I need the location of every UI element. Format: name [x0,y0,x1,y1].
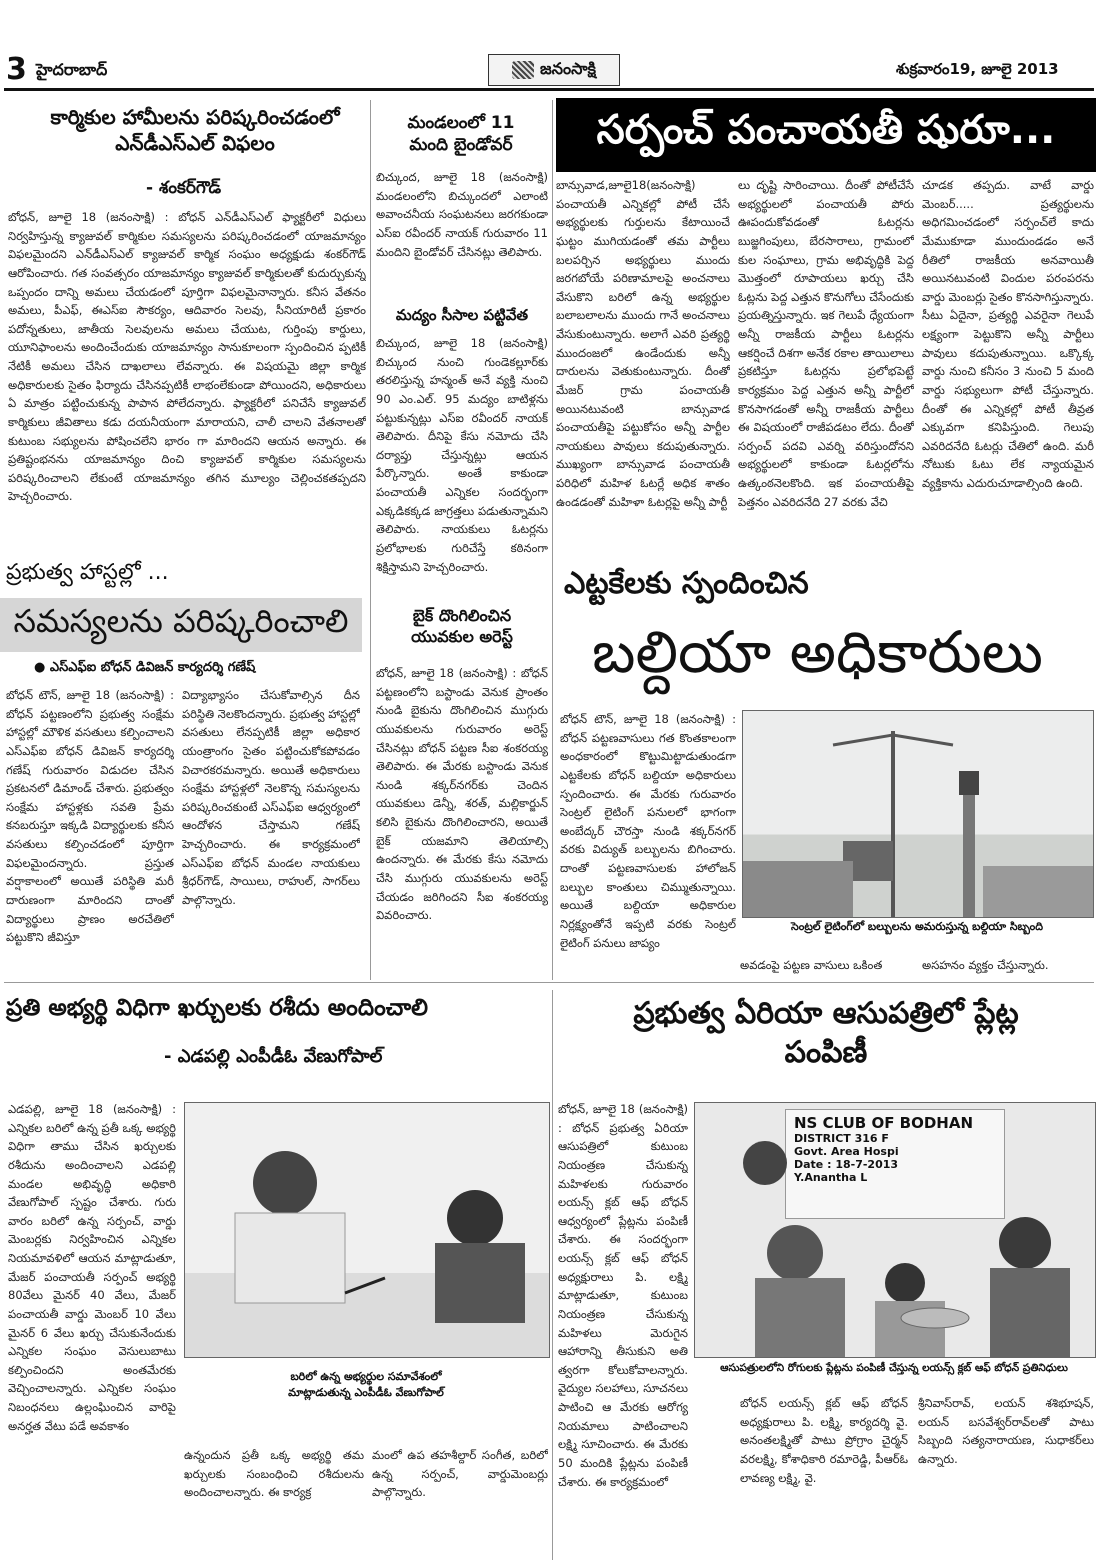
story8-byline: - ఎడపల్లి ఎంపీడీఓ వేణుగోపాల్‌ [164,1046,383,1067]
story7-photo-caption: సెంట్రల్‌ లైటింగ్‌లో బల్బులను అమరుస్తున్న బల్దియా సిబ్బంది [791,920,1043,933]
story7-kicker: ఎట్టకేలకు స్పందించిన [564,566,809,601]
story9-body-col3: శ్రీనివాస్‌రావ్‌, లయన్‌ శశిభూషన్‌, లయన్‌ బసవేశ్వర్‌రావ్‌లతో పాటు సిబ్బంది సత్యనారాయణ, సుధాకర్‌లు ఉన్నారు. [918,1396,1094,1466]
story8-photo-caption [184,1370,548,1402]
story8-body-col1: ఎడపల్లి, జూలై 18 (జనంసాక్షి) : ఎన్నికల బరిలో ఉన్న ప్రతీ ఒక్క అభ్యర్థి విధిగా తాము చేసిన ఖర్చులకు రశీదును అందించాలని ఎడపల్లి మండల అభివృద్ధి అధికారి వేణుగోపాల్‌ స్పష్టం చేశారు. గురు వారం బరిలో ఉన్న సర్పంచ్‌, వార్డు మెంబర్లకు నిర్వహించిన ఎన్నికల నియమావళిలో ఆయన మాట్లాడుతూ, మేజర్‌ పంచాయతీ సర్పంచ్‌ అభ్యర్థి 80వేలు మైనర్‌ 40 వేలు, మేజర్‌ పంచాయతీ వార్డు మెంబర్‌ 10 వేలు మైనర్‌ 6 వేలు ఖర్చు చేసుకునేందుకు ఎన్నికల సంఘం వెసులుబాటు కల్పించిందని అంతమేరకు వెచ్చించాలన్నారు. ఎన్నికల సంఘం నిబంధనలు ఉల్లంఘించిన వారిపై అనర్హత వేటు పడే అవకాశం [8,1102,176,1433]
story5-subhead [34,660,255,678]
story2-body: బిచ్కుంద, జూలై 18 (జనంసాక్షి) మండలంలోని బిచ్కుందలో ఎలాంటి అవాంచనీయ సంఘటనలు జరగకుండా ఎస్‌ఐ రవీందర్‌ నాయక్‌ గురువారం 11 మందిని బైండోవర్‌ చేసినట్లు తెలిపారు. [376,170,548,259]
story8-photo-caption-line2: మాట్లాడుతున్న ఎంపీడీఓ వేణుగోపాల్‌ [288,1386,444,1399]
dateline: శుక్రవారం19, జూలై 2013 [896,60,1059,78]
meeting-illustration [185,1103,549,1357]
masthead [0,0,1100,96]
column-divider [552,990,553,1560]
masthead-rule [4,88,1094,91]
story6-headline-line1: బైక్‌ దొంగిలించిన [412,606,512,625]
banner-text-1: NS CLUB OF BODHAN [794,1114,974,1132]
story9-headline-line1: ప్రభుత్వ ఏరియా ఆసుపత్రిలో ప్లేట్ల [633,996,1019,1031]
story8-headline: ప్రతి అభ్యర్థి విధిగా ఖర్చులకు రశీదు అందించాలి [6,995,428,1021]
story1-headline-line1: కార్మికుల హామీలను పరిష్కరించడంలో [50,105,340,129]
story1-headline-line2: ఎన్‌డీఎస్‌ఎల్‌ విఫలం [115,131,275,155]
story7-headline: బల్దియా అధికారులు [592,618,1043,686]
story7-body-tail-1: అవడంపై పట్టణ వాసులు ఒకింత [740,958,883,972]
story9-body-col2: బోధన్‌ లయన్స్‌ క్లబ్‌ ఆఫ్‌ బోధన్‌ అధ్యక్షురాలు పి. లక్ష్మి, కార్యదర్శి వై. అనంతలక్ష్మితో పాటు ప్రోగ్రాం చైర్మన్‌ వరలక్ష్మి, కోశాధికారి రమారెడ్డి, పీఆర్‌ఓ లావణ్య లక్ష్మి, వై. [740,1396,908,1485]
story5-headline-banner [0,598,362,652]
street-light-photo [742,710,1094,918]
newspaper-logo [488,54,620,86]
story7-body-tail-2: అసహనం వ్యక్తం చేస్తున్నారు. [922,958,1049,972]
section-divider [4,982,1094,983]
column-divider [370,100,371,980]
story4-headline: సర్పంచ్‌ పంచాయతీ షురూ... [596,107,1056,153]
page-number: 3 [6,52,27,87]
story4-body-col2: లు దృష్టి సారించాయి. దీంతో పోటీచేసే అభ్యర్థులలో పంచాయతీ పోరు ఊపందుకోవడంతో ఓటర్లను బుజ్జగింపులు, బేరసారాలు, గ్రామంలో కుల సంఘాలు, గ్రామ అభివృద్ధికి పెద్ద మొత్తంలో రూపాయలు ఖర్చు చేసి ఓట్లను పెద్ద ఎత్తున కొనుగోలు చేసేందుకు ప్రయత్నిస్తున్నారు. ఇక గెలుపే ధ్యేయంగా అన్నీ రాజకీయ పార్టీలు ఓటర్లను ఆకర్షించే దిశగా అనేక రకాల తాయిలాలు ప్రకటిస్తూ ఓటర్లను ప్రలోభపెట్టే కార్యక్రమం పెద్ద ఎత్తున అన్నీ పార్టీలో కొనసాగడంతో అన్నీ రాజకీయ పార్టీలు ఈ విషయంలో రాజీపడటం లేదు. దీంతో సర్పంచ్‌ పదవి ఎవర్ని వరిస్తుందోనని అభ్యర్థులలో కాకుండా ఓటర్లలోను ఉత్కంఠనెలకొంది. ఇక పంచాయతీపై పెత్తనం ఎవరిదనేది 27 వరకు వేచి [738,178,914,509]
street-light-illustration [743,711,1093,917]
story6-headline [376,606,548,648]
story9-body-col1: బోధన్‌, జూలై 18 (జనంసాక్షి) : బోధన్‌ ప్రభుత్వ ఏరియా ఆసుపత్రిలో కుటుంబ నియంత్రణ చేసుకున్న మహిళలకు గురువారం లయన్స్‌ క్లబ్‌ ఆఫ్‌ బోధన్‌ ఆధ్వర్యంలో ప్లేట్లను పంపిణీ చేశారు. ఈ సందర్భంగా లయన్స్‌ క్లబ్‌ ఆఫ్‌ బోధన్‌ అధ్యక్షురాలు పి. లక్ష్మి మాట్లాడుతూ, కుటుంబ నియంత్రణ చేసుకున్న మహిళలు మెరుగైన ఆహారాన్ని తీసుకుని అతి త్వరగా కోలుకోవాలన్నారు. వైద్యుల సలహాలు, సూచనలు పాటించి ఆ మేరకు ఆరోగ్య నియమాలు పాటించాలని లక్ష్మి సూచించారు. ఈ మేరకు 50 మందికి ప్లేట్లను పంపిణీ చేశారు. ఈ కార్యక్రమంలో [558,1102,688,1489]
story5-subhead-text: ఎస్‌ఎఫ్‌ఐ బోధన్‌ డివిజన్‌ కార్యదర్శి గణేష్‌ [49,660,256,675]
newspaper-name: జనంసాక్షి [540,58,596,78]
story9-headline [556,994,1096,1072]
story9-photo-caption: ఆసుపత్రులలోని రోగులకు ప్లేట్లను పంపిణీ చేస్తున్న లయన్స్‌ క్లబ్‌ ఆఫ్‌ బోధన్‌ ప్రతినిధులు [720,1362,1068,1374]
story6-headline-line2: యువకుల అరెస్ట్‌ [411,626,513,646]
story3-headline: మద్యం సీసాల పట్టివేత [395,306,529,324]
story2-headline-line2: మంది బైండోవర్‌ [409,135,513,156]
column-divider [552,100,553,980]
story4-body-col3: చూడక తప్పదు. వాటే వార్డు మెంబర్‌..... ప్రత్యర్థులను అధిగమించడంలో సర్పంచ్‌లే కాదు మేముకూడా ముందుండడం అనే రీతిలో రాజకీయ అనవాయితీ అయినటువంటి విందుల పరంపరను వార్డు మెంబర్లు సైతం కొనసాగిస్తున్నారు. సీటు ఏదైనా, ప్రత్యర్థి ఎవరైనా గెలుపే లక్ష్యంగా పెట్టుకొని అన్నీ పార్టీలు పావులు కదుపుతున్నాయి. ఒక్కొక్క వార్డు నుంచి కనీసం 3 నుంచి 5 మంది వార్డు సభ్యులుగా పోటీ చేస్తున్నారు. దీంతో ఈ ఎన్నికల్లో పోటీ తీవ్రత ఎక్కువగా కనిపిస్తుంది. గెలుపు ఎవరిదనేది ఓటర్లు చేతిలో ఉంది. మరీ నోటుకు ఓటు లేక న్యాయమైన వ్యక్తికాను ఎదురుచూడాల్సింది ఉంది. [922,178,1094,490]
story6-body: బోధన్‌, జూలై 18 (జనంసాక్షి) : బోధన్‌ పట్టణంలోని బస్టాండు వెనుక ప్రాంతం నుండి బైకును దొంగిలించిన ముగ్గురు యువకులను గురువారం అరెస్ట్‌ చేసినట్లు బోధన్‌ పట్టణ సీఐ శంకరయ్య తెలిపారు. ఈ మేరకు బస్టాండు వెనుక నుండి శక్కర్‌నగర్‌కు చెందిన యువకులు డెన్నీ, శరత్‌, మల్లికార్జున్‌ కలిసి బైకును దొంగిలించారని, అయితే బైక్‌ యజమాని తెలియాల్సి ఉందన్నారు. ఈ మేరకు కేసు నమోదు చేసి ముగ్గురు యువకులను అరెస్ట్‌ చేయడం జరిగిందని సీఐ శంకరయ్య వివరించారు. [376,666,548,923]
story2-headline-line1: మండలంలో 11 [407,113,515,133]
story4-headline-banner [556,98,1096,172]
story5-kicker: ప్రభుత్వ హాస్టల్లో ... [6,560,169,585]
logo-mark-icon [512,61,534,79]
story8-body-bottom-2: ఉన్నందున ప్రతీ ఒక్క అభ్యర్థి తమ ఖర్చులకు సంబంధించి రశీదులను అందించాలన్నారు. ఈ కార్యక్ర [184,1448,364,1500]
meeting-photo [184,1102,550,1358]
bullet-icon: ● [34,660,50,675]
story9-headline-line2: పంపిణీ [784,1035,868,1070]
story2-headline [376,112,546,156]
story4-body-col1: బాన్సువాడ,జూలై18(జనంసాక్షి) పంచాయతీ ఎన్నికల్లో పోటీ చేసే అభ్యర్థులకు గుర్తులను కేటాయించే ఘట్టం ముగియడంతో తమ పార్టీలు బలపర్చిన అభ్యర్థులు ముందు జరగబోయే పరిణామాలపై అంచనాలు వేసుకొని బరిలో ఉన్న అభ్యర్థుల బలాబలాలను ముందు గానే అంచనాలు వేసుకుంటున్నారు. అలాగే ఎవరి ప్రత్యర్థి ముందంజలో ఉండేందుకు అన్నీ దారులను వెతుకుంటున్నారు. దీంతో మేజర్‌ గ్రామ పంచాయతీ అయినటువంటి బాన్సువాడ పంచాయతీపై పట్టుకోసం అన్నీ పార్టీల నాయకులు పావులు కదుపుతున్నారు. ముఖ్యంగా బాన్సువాడ పంచాయతీ పరిధిలో మహిళ ఓటర్లే అధిక శాతం ఉండడంతో మహిళా ఓటర్లపై అన్నీ పార్టీ [556,178,730,509]
banner-text-2: DISTRICT 316 F [794,1132,889,1145]
story1-byline: - శంకర్‌గౌడ్‌ [146,178,222,198]
banner-text-5: Y.Anantha L [794,1171,868,1184]
banner-text-3: Govt. Area Hospi [794,1145,899,1158]
story5-headline: సమస్యలను పరిష్కరించాలి [13,602,349,640]
story8-photo-caption-line1: బరిలో ఉన్న అభ్యర్థుల సమావేశంలో [290,1370,442,1383]
hospital-photo [694,1102,1096,1358]
story5-body-col1: బోధన్‌ టౌన్‌, జూలై 18 (జనంసాక్షి) : బోధన్‌ పట్టణంలోని ప్రభుత్వ సంక్షేమ హాస్టల్లో మౌళిక వసతులు కల్పించాలని ఎస్‌ఎఫ్‌ఐ బోధన్‌ డివిజన్‌ కార్యదర్శి గణేష్‌ గురువారం విడుదల చేసిన ప్రకటనలో డిమాండ్‌ చేశారు. ప్రభుత్వం సంక్షేమ హాస్టళ్లకు సవతి ప్రేమ కనబరుస్తూ ఇక్కడి విద్యార్థులకు కనీస వసతులు కల్పించడంలో పూర్తిగా విఫలమైందన్నారు. ప్రస్తుత వర్షాకాలంలో అయితే పరిస్థితి మరీ దారుణంగా మారిందని దాంతో విద్యార్థులు ప్రాణం అరచేతిలో పట్టుకొని జీవిస్తూ [6,688,174,945]
story1-headline [20,104,370,156]
edition-city: హైదరాబాద్ [36,60,108,79]
story3-body: బిచ్కుంద, జూలై 18 (జనంసాక్షి) బిచ్కుంద నుంచి గుండెకల్లూర్‌కు తరలిస్తున్న హన్మంత్‌ అనే వ్యక్తి నుంచి 90 ఎం.ఎల్‌. 95 మద్యం బాటిళ్లను పట్టుకున్నట్లు ఎస్‌ఐ రవీందర్‌ నాయక్‌ తెలిపారు. దీనిపై కేసు నమోదు చేసి దర్యాప్తు చేస్తున్నట్లు ఆయన పేర్కొన్నారు. అంతే కాకుండా పంచాయతీ ఎన్నికల సందర్భంగా ఎక్కడికక్కడ జాగ్రత్తలు పడుతున్నామని తెలిపారు. నాయకులు ఓటర్లను ప్రలోభాలకు గురిచేస్తే కఠినంగా శిక్షిస్తామని హెచ్చరించారు. [376,336,548,574]
story8-body-bottom-3: మంలో ఉప తహశీల్దార్‌ సంగీత, బరిలో ఉన్న సర్పంచ్‌, వార్డుమెంబర్లు పాల్గొన్నారు. [372,1448,548,1500]
story5-body-col2: విద్యాభ్యాసం చేసుకోవాల్సిన దీన పరిస్థితి నెలకొందన్నారు. ప్రభుత్వ హాస్టల్లో వసతులు లేనప్పటికీ జిల్లా అధికార యంత్రాంగం సైతం పట్టించుకోకపోవడం విచారకరమన్నారు. అయితే అధికారులు సంక్షేమ హాస్టళ్లలో నెలకొన్న సమస్యలను పరిష్కరించకుంటే ఎస్‌ఎఫ్‌ఐ ఆధ్వర్యంలో ఆందోళన చేస్తామని గణేష్‌ హెచ్చరించారు. ఈ కార్యక్రమంలో ఎస్‌ఎఫ్‌ఐ బోధన్‌ మండల నాయకులు శ్రీధర్‌గౌడ్‌, సాయిలు, రాహుల్‌, సాగర్‌లు పాల్గొన్నారు. [182,688,360,907]
banner-text-4: Date : 18-7-2013 [794,1158,899,1171]
hospital-illustration [695,1103,1095,1357]
story1-body: బోధన్‌, జూలై 18 (జనంసాక్షి) : బోధన్‌ ఎన్‌డీఎస్‌ఎల్‌ ఫ్యాక్టరీలో విధులు నిర్వహిస్తున్న క్యాజువల్‌ కార్మికుల సమస్యలను పరిష్కరించడంలో యాజమాన్యం విఫలమైందని ఎన్‌డీఎస్‌ఎల్‌ క్యాజువల్‌ కార్మిక సంఘం అధ్యక్షుడు శంకర్‌గౌడ్‌ ఆరోపించారు. గత సంవత్సరం యాజమాన్యం క్యాజువల్‌ కార్మికులతో కుదుర్చుకున్న ఒప్పందం దాన్ని అమలు చేయడంలో పూర్తిగా విఫలమైనాన్నారు. కనీస వేతనం అమలు, పీఎఫ్‌, ఈఎస్‌ఐ సౌకర్యం, ఆదివారం సెలవు, సీనియారిటీ ప్రకారం పదోన్నతులు, జాతీయ సెలవులను అమలు చేయుట, గుర్తింపు కార్డులు, యూనిఫాంలను అందించేందుకు యాజమాన్యం సానుకూలంగా స్పందించిన ప్పటికీ నేటికీ అమలు చేసిన దాఖలాలు లేవన్నారు. ఈ విషయమై జిల్లా కార్మిక అధికారులకు సైతం ఫిర్యాదు చేసినప్పటికీ లాభంలేకుండా పోయిందని, అధికారులు ఏ మాత్రం పట్టించుకున్న పాపాన పోలేదన్నారు. ఫ్యాక్టరీలో పనిచేసే క్యాజువల్‌ కార్మికులు జీవితాలు కడు దయనీయంగా మారాయని, చాలీ చాలని వేతనాలతో కుటుంబ సభ్యులను పోషించలేని భారం గా మారిందని ఆయన అన్నారు. ఈ ప్రతిష్టంభనను యాజమాన్యం దించి క్యాజువల్‌ కార్మికుల సమస్యలను పరిష్కరించాలని లేకుంటే యాజమాన్యం తగిన మూల్యం చెల్లించకతప్పదని హెచ్చరించారు. [8,210,366,504]
story7-body: బోధన్‌ టౌన్‌, జూలై 18 (జనంసాక్షి) : బోధన్‌ పట్టణవాసులు గత కొంతకాలంగా అంధకారంలో కొట్టుమిట్టాడుతుండగా ఎట్టకేలకు బోధన్‌ బల్దియా అధికారులు స్పందించారు. ఈ మేరకు గురువారం సెంట్రల్‌ లైటింగ్‌ పనులలో భాగంగా అంబేద్కర్‌ చౌరస్తా నుండి శక్కర్‌నగర్‌ వరకు విద్యుత్‌ బల్బులను బిగించారు. దాంతో పట్టణవాసులకు హాలోజన్‌ బల్బుల కాంతులు చిమ్ముతున్నాయి. అయితే బల్దియా అధికారుల నిర్లక్ష్యంతోనే ఇప్పటి వరకు సెంట్రల్‌ లైటింగ్‌ పనులు జాప్యం [560,712,736,950]
